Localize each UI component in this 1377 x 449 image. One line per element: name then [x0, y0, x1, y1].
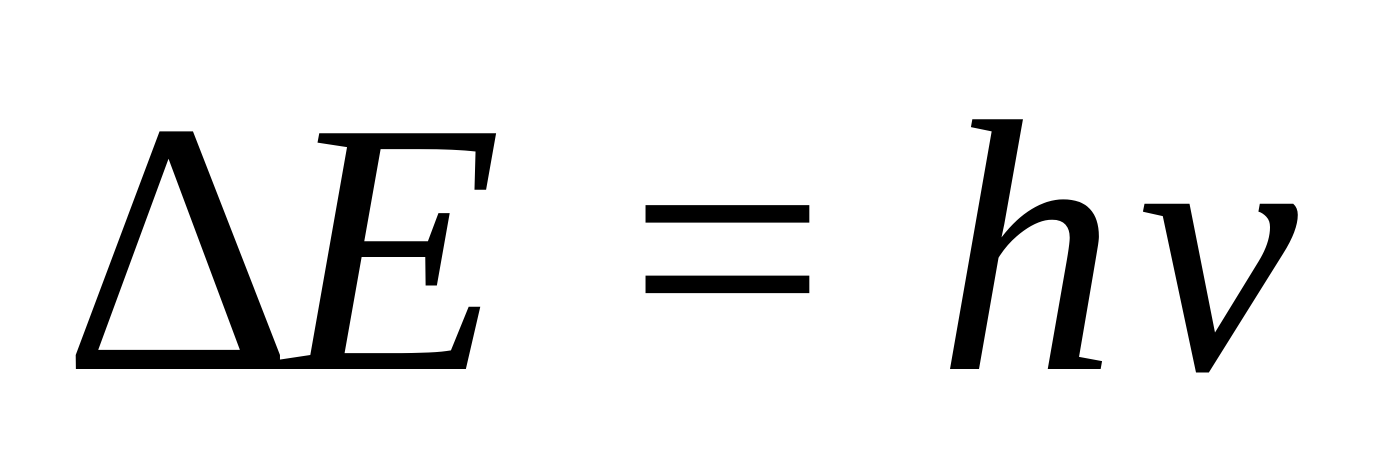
equals-sign: = — [628, 53, 827, 443]
delta-symbol: Δ — [62, 48, 294, 447]
energy-symbol: E — [282, 48, 502, 447]
planck-constant-symbol: h — [937, 48, 1117, 447]
frequency-symbol: ν — [1138, 48, 1298, 447]
